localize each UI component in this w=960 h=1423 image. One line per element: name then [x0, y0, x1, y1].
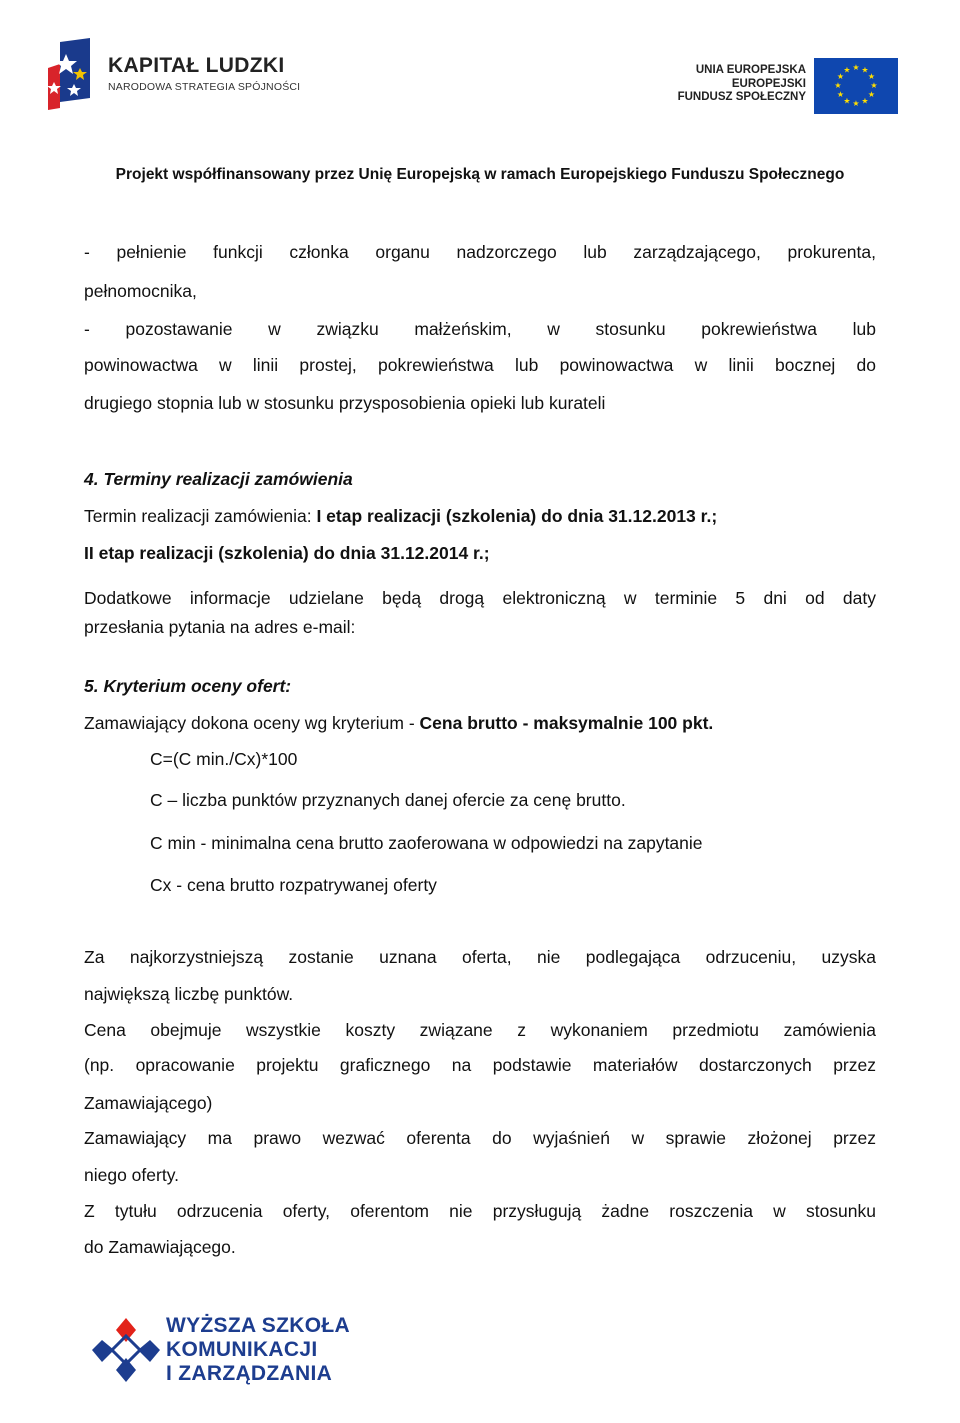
termin-line-1 — [84, 506, 876, 527]
svg-text:★: ★ — [861, 96, 869, 106]
definition-cmin: C min - minimalna cena brutto zaoferowana w odpowiedzi na zapytanie — [150, 833, 703, 853]
dodatkowe-line-1: Dodatkowe informacje udzielane będą drogą elektroniczną w terminie 5 dni od daty — [84, 588, 876, 608]
termin-stage-2: II etap realizacji (szkolenia) do dnia 31.12.2014 r.; — [84, 543, 490, 563]
eu-line-3: FUNDUSZ SPOŁECZNY — [677, 91, 806, 103]
svg-text:★: ★ — [836, 72, 845, 81]
svg-text:★: ★ — [834, 81, 842, 90]
kryterium-bold: Cena brutto - maksymalnie 100 pkt. — [419, 713, 714, 733]
wszkiz-line-2: KOMUNIKACJI — [166, 1338, 318, 1361]
body-line-5: drugiego stopnia lub w stosunku przysposobienia opieki lub kurateli — [84, 393, 606, 413]
cena-line-3: Zamawiającego) — [84, 1093, 213, 1113]
wszkiz-line-3: I ZARZĄDZANIA — [166, 1362, 333, 1385]
formula: C=(C min./Cx)*100 — [150, 749, 298, 769]
body-line-4: powinowactwa w linii prostej, pokrewieństwa lub powinowactwa w linii bocznej do — [84, 355, 876, 375]
svg-text:★: ★ — [867, 72, 876, 81]
wszkiz-line-1: WYŻSZA SZKOŁA — [166, 1314, 350, 1337]
svg-text:★: ★ — [843, 96, 851, 106]
eu-logo-text — [678, 64, 806, 105]
eu-logo — [677, 58, 900, 118]
wszkiz-logo — [92, 1310, 352, 1390]
eu-flag-icon — [814, 58, 898, 114]
dodatkowe-line-2: przesłania pytania na adres e-mail: — [84, 617, 356, 637]
kapital-ludzki-logo — [46, 38, 301, 110]
odrzucenie-line-2: do Zamawiającego. — [84, 1237, 236, 1257]
body-line-3: - pozostawanie w związku małżeńskim, w stosunku pokrewieństwa lub — [84, 319, 876, 339]
cena-line-1: Cena obejmuje wszystkie koszty związane z wykonaniem przedmiotu zamówienia — [84, 1020, 876, 1040]
odrzucenie-line-1: Z tytułu odrzucenia oferty, oferentom nie przysługują żadne roszczenia w stosunku — [84, 1201, 876, 1221]
prawo-line-1: Zamawiający ma prawo wezwać oferenta do wyjaśnień w sprawie złożonej przez — [84, 1128, 876, 1148]
kapital-ludzki-emblem-icon — [46, 38, 106, 110]
cena-line-2: (np. opracowanie projektu graficznego na podstawie materiałów dostarczonych przez — [84, 1055, 876, 1075]
project-cofinancing-line: Projekt współfinansowany przez Unię Europejską w ramach Europejskiego Funduszu Społecznego — [115, 166, 845, 183]
wszkiz-emblem-icon — [92, 1316, 160, 1386]
svg-text:★: ★ — [867, 90, 876, 99]
eu-line-2: EUROPEJSKI — [731, 77, 806, 90]
termin-stage-1: I etap realizacji (szkolenia) do dnia 31.12.2013 r.; — [316, 506, 718, 526]
kapital-ludzki-title: KAPITAŁ LUDZKI — [108, 54, 285, 77]
kapital-ludzki-subtitle: NARODOWA STRATEGIA SPÓJNOŚCI — [108, 81, 301, 93]
wszkiz-name — [166, 1314, 350, 1386]
eu-line-1: UNIA EUROPEJSKA — [695, 64, 806, 76]
section-4-heading: 4. Terminy realizacji zamówienia — [84, 469, 353, 489]
kryterium-line — [84, 713, 876, 734]
svg-text:★: ★ — [843, 65, 851, 75]
body-line-1: - pełnienie funkcji członka organu nadzorczego lub zarządzającego, prokurenta, — [84, 242, 876, 262]
za-line-2: największą liczbę punktów. — [84, 984, 294, 1004]
svg-text:★: ★ — [852, 99, 860, 108]
svg-text:★: ★ — [861, 65, 869, 75]
prawo-line-2: niego oferty. — [84, 1165, 180, 1185]
kryterium-prefix: Zamawiający dokona oceny wg kryterium - — [84, 713, 420, 733]
definition-cx: Cx - cena brutto rozpatrywanej oferty — [150, 875, 437, 895]
section-5-heading: 5. Kryterium oceny ofert: — [84, 676, 292, 696]
termin-prefix: Termin realizacji zamówienia: — [84, 506, 317, 526]
za-line-1: Za najkorzystniejszą zostanie uznana oferta, nie podlegająca odrzuceniu, uzyska — [84, 947, 876, 967]
svg-text:★: ★ — [870, 81, 878, 90]
body-line-2: pełnomocnika, — [84, 281, 197, 301]
svg-text:★: ★ — [836, 90, 845, 99]
svg-text:★: ★ — [852, 63, 860, 72]
definition-c: C – liczba punktów przyznanych danej ofercie za cenę brutto. — [150, 790, 626, 810]
